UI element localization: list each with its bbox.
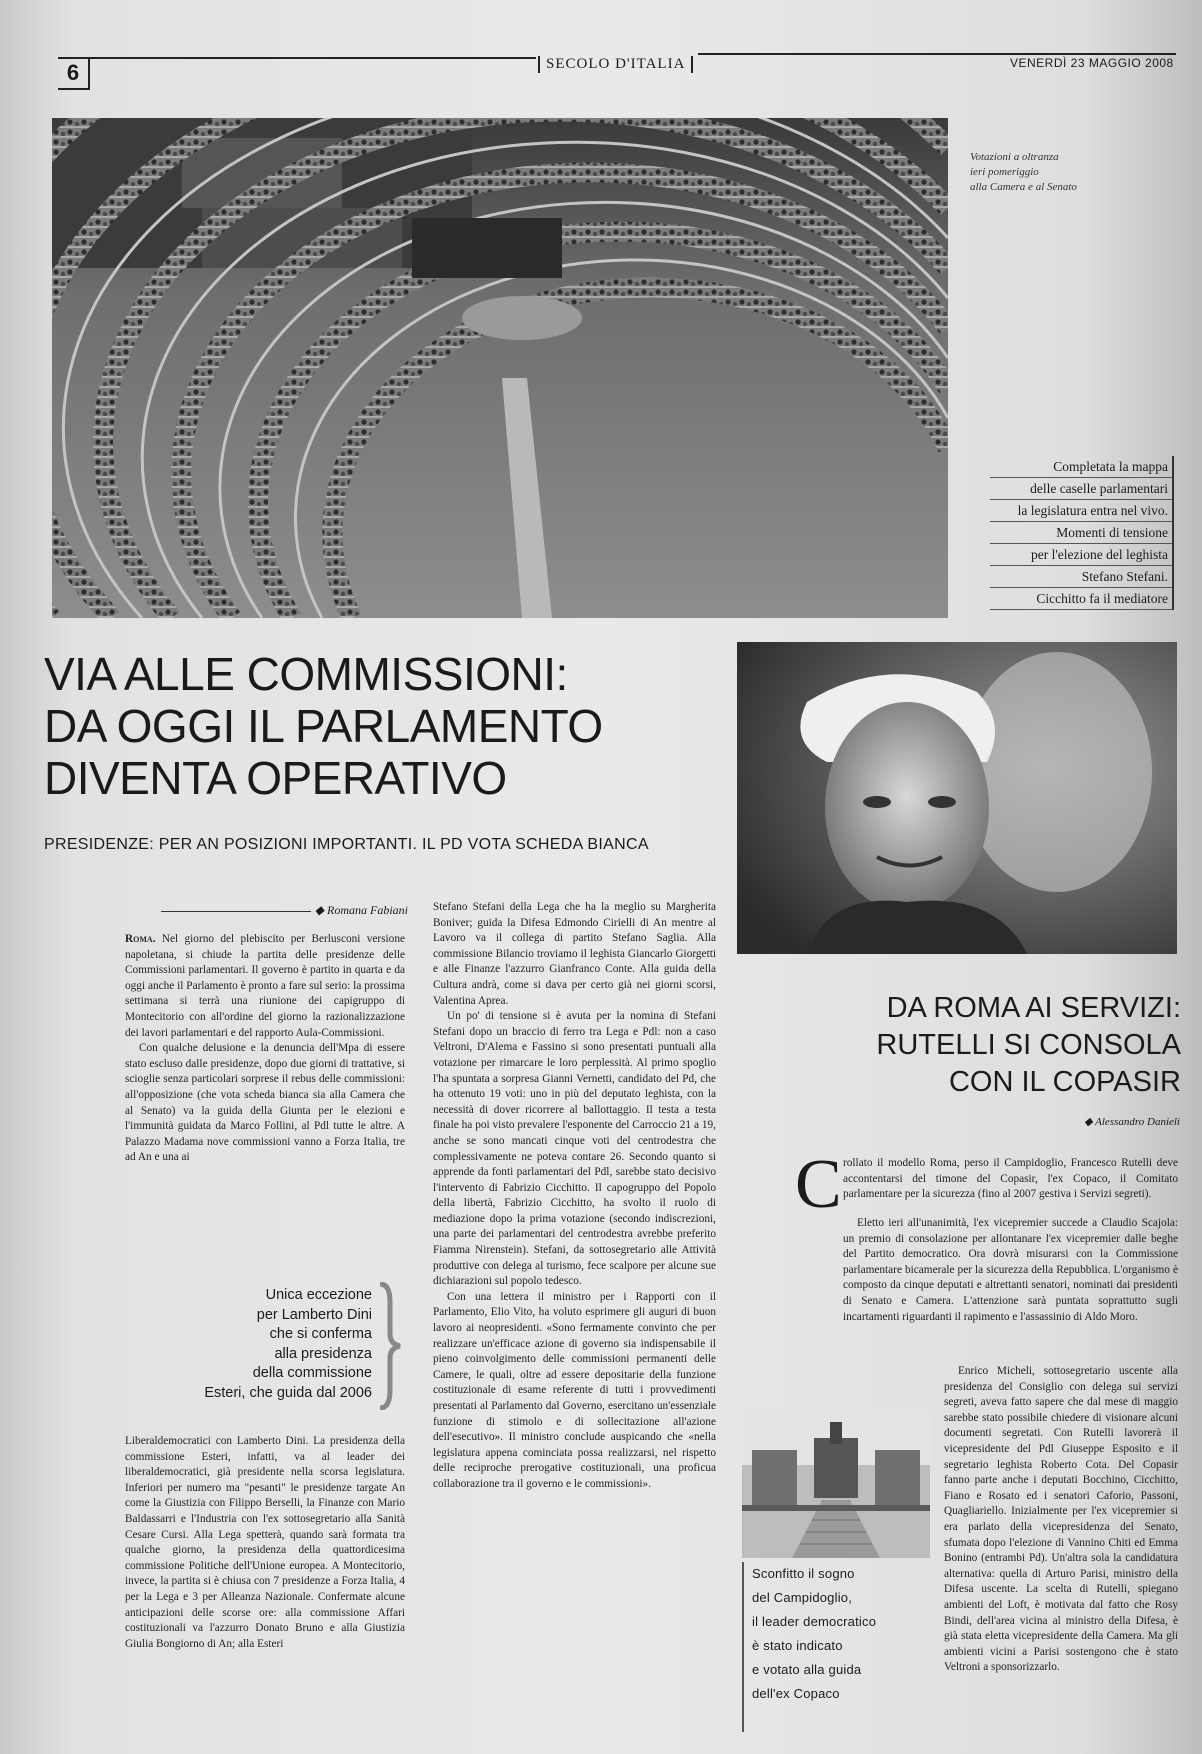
byline-author: Romana Fabiani [327, 903, 408, 917]
caption-line: Votazioni a oltranza [970, 151, 1059, 163]
pull-quote [200, 1286, 372, 1403]
dateline: Roma. [125, 933, 156, 945]
diamond-icon: ◆ [314, 903, 324, 917]
photo-caption [970, 150, 1140, 195]
side-headline [737, 990, 1181, 1101]
paragraph: Stefano Stefani della Lega che ha la meglio su Margherita Boniver; guida la Difesa Edmondo Cirielli di An mentre al Lavoro va il collega di partito Stefano Saglia. Alla commissione Bilancio troviamo il leghista Giancarlo Giorgetti e alle Finanze l'azzurro Gianfranco Conte. Alla guida della Cultura andrà, come si dava per certo già nei giorni scorsi, Valentina Aprea. [433, 901, 716, 1007]
side-article-body-wide [843, 1216, 1178, 1362]
side-article-lead [843, 1156, 1178, 1216]
teaser-line: Completata la mappa [990, 456, 1172, 478]
side-article-body-narrow [944, 1364, 1178, 1736]
main-subhead: PRESIDENZE: PER AN POSIZIONI IMPORTANTI. IL PD VOTA SCHEDA BIANCA [44, 836, 649, 853]
paragraph: Eletto ieri all'unanimità, l'ex vicepremier succede a Claudio Scajola: un premio di consolazione per allontanare l'ex vicepremier dalle beghe del Partito democratico. Ora dovrà misurarsi con la Commissione parlamentare bicamerale per la sicurezza della Repubblica. L'organismo è composto da cinque deputati e altrettanti senatori, nominati dai presidenti di Senato e Camera. L'attenzione sarà puntata soprattutto sugli incartamenti riguardanti il rapimento e l'assassinio di Aldo Moro. [843, 1217, 1178, 1323]
teaser-box [990, 456, 1174, 610]
caption-line: il leader democratico [752, 1614, 877, 1629]
headline-line: RUTELLI SI CONSOLA [876, 1029, 1181, 1061]
paragraph: Liberaldemocratici con Lamberto Dini. La presidenza della commissione Esteri, infatti, va al leader dei liberaldemocratici, già presidente nella scorsa legislatura. Inferiori per numero ma "pesanti" le presidenze targate An come la Giustizia con Filippo Berselli, la Finanze con Mario Baldassarri e l'Industria con l'ex sottosegretario alla Sanità Cesare Cursi. Alla Lega spetterà, quando sarà formata tra qualche giorno, la presidenza della quattordicesima commissione Politiche dell'Unione europea. A Montecitorio, invece, la partita si è chiusa con 7 presidenze a Forza Italia, 4 per la Lega e 3 per Alleanza Nazionale. Confermate alcune anticipazioni delle scorse ore: alla commissione Affari costituzionali va l'azzurro Donato Bruno e alla Giustizia Giulia Bongiorno di An; alla Esteri [125, 1435, 405, 1650]
byline-author: Alessandro Danieli [1095, 1116, 1180, 1128]
parliament-photo [52, 118, 948, 618]
paragraph: Un po' di tensione si è avuta per la nomina di Stefani Stefani dopo un braccio di ferro tra Lega e Pdl: non a caso Veltroni, D'Alema e Fassino si sono presentati puntuali alla votazione per rimarcare le loro perplessità. Al primo spoglio l'ha spuntata a sorpresa Gianni Vernetti, candidato del Pd, che ha ottenuto 19 voti: uno in più del deputato leghista, con la necessità di dover ricorrere al ballottaggio. Il testa a testa finale ha poi visto prevalere l'esponente del Carroccio 21 a 19, anche se sono mancati cinque voti del centrodestra che complessivamente ne poteva contare 26. Secondo quanto si apprende da fonti parlamentari del Pdl, sarebbe stato decisivo l'intervento di Fabrizio Cicchitto. Il capogruppo del Popolo della libertà, Fabrizio Cicchitto, ha svolto il ruolo di mediazione dopo la prima votazione (secondo indiscrezioni, una parte dei parlamentari del centrodestra avrebbe preferito Fiamma Nirenstein). Stefani, da sottosegretario alle Attività produttive con delega al turismo, fece scalpore per alcune sue dichiarazioni sul popolo tedesco. [433, 1010, 716, 1288]
main-headline [44, 648, 744, 804]
caption-line: del Campidoglio, [752, 1590, 853, 1605]
headline-line: DIVENTA OPERATIVO [44, 752, 507, 804]
header-rule-left [58, 57, 536, 59]
paragraph: rollato il modello Roma, perso il Campidoglio, Francesco Rutelli deve accontentarsi del timone del Copasir, l'ex Copaco, il Comitato parlamentare per la sicurezza (fino al 2007 gestiva i Servizi segreti). [843, 1157, 1178, 1201]
paragraph: Enrico Micheli, sottosegretario uscente alla presidenza del Consiglio con delega sui servizi segreti, aveva fatto sapere che dal mese di maggio sarebbe stato possibile chiedere di visionare alcuni documenti segretati. Con Rutelli lavorerà il vicepresidente del Pdl Giuseppe Esposito e il segretario leghista Roberto Cota. Del Copasir fanno parte anche i deputati Bocchino, Cicchitto, Fiano e Rosato ed i senatori Caforio, Passoni, Quagliariello. Inizialmente per l'ex vicepremier si era parlato della vicepresidenza del Senato, sfumata dopo l'elezione di Vannino Chiti ed Emma Bonino (entrambi Pd). Un'altra sola la candidatura alternativa: quella di Arturo Parisi, ministro della Difesa uscente. La scelta di Rutelli, spiegano ambienti del Loft, è motivata dal fatto che Rosy Bindi, dell'area vicina al ministro della Difesa, è già stata eletta vicepresidente della Camera. Ma gli ambienti vicini a Parisi sostengono che è stato Veltroni a sponsorizzarlo. [944, 1365, 1178, 1674]
paragraph: Con qualche delusione e la denuncia dell'Mpa di essere stato escluso dalle presidenze, dopo due giorni di trattative, si scioglie senza particolari sorprese il rebus delle commissioni: all'opposizione (che vota scheda bianca sia alla Camera che al Senato) va la guida della Giunta per le elezioni e l'immunità guidata da Marco Follini, al Pdl tutte le altre. A Palazzo Madama nove commissioni vanno a Forza Italia, tre ad An e una ai [125, 1042, 405, 1164]
pull-quote-line: per Lamberto Dini [256, 1306, 372, 1323]
pull-quote-line: Esteri, che guida dal 2006 [204, 1384, 372, 1401]
headline-line: CON IL COPASIR [948, 1066, 1181, 1098]
pull-quote-line: che si conferma [269, 1326, 372, 1342]
headline-line: VIA ALLE COMMISSIONI: [44, 648, 568, 700]
caption-line: Sconfitto il sogno [752, 1566, 855, 1581]
brace-icon [376, 1282, 406, 1410]
teaser-line: la legislatura entra nel vivo. [990, 500, 1172, 522]
masthead: SECOLO D'ITALIA [538, 56, 693, 73]
headline-line: DA OGGI IL PARLAMENTO [44, 700, 603, 752]
article-column-1-top [125, 932, 405, 1254]
pull-quote-line: alla presidenza [274, 1345, 372, 1362]
teaser-line: delle caselle parlamentari [990, 478, 1172, 500]
paragraph: Con una lettera il ministro per i Rapporti con il Parlamento, Elio Vito, ha voluto esprimere gli auguri di buon lavoro ai neopresidenti. «Sono fermamente convinto che per realizzare un'efficace azione di governo sia indispensabile il pieno coinvolgimento delle commissioni permanenti delle Camere, le quali, oltre ad essere depositarie della funzione costituzionale di esame referente di tutti i provvedimenti presentati al Parlamento dal Governo, esercitano un'essenziale funzione di stimolo e di sollecitazione all'azione dell'esecutivo». Il ministro conclude auspicando che «nella legislatura appena cominciata possa realizzarsi, nel rispetto delle reciproche prerogative costituzionali, una proficua collaborazione tra il governo e le commissioni». [433, 1290, 716, 1490]
caption-line: alla Camera e al Senato [970, 181, 1077, 193]
campidoglio-caption [742, 1562, 938, 1732]
caption-line: e votato alla guida [752, 1662, 862, 1677]
header-rule-right [698, 53, 1176, 55]
rutelli-photo [737, 642, 1177, 954]
side-byline [960, 1115, 1180, 1128]
issue-date: VENERDÌ 23 MAGGIO 2008 [1010, 56, 1174, 70]
teaser-line: per l'elezione del leghista [990, 544, 1172, 566]
teaser-line: Stefano Stefani. [990, 566, 1172, 588]
byline-rule [161, 911, 311, 912]
paragraph: Roma. Nel giorno del plebiscito per Berlusconi versione napoletana, si chiude la partita delle presidenze delle Commissioni parlamentari. Il governo è partito in quarta e da oggi anche il Parlamento è pronto a fare sul serio: la prossima settimana si terrà una riunione dei capigruppo di Montecitorio con all'ordine del giorno la razionalizzazione dei lavori parlamentari e del rapporto Aula-Commissioni. [125, 933, 405, 1039]
article-column-2 [433, 900, 716, 1734]
pull-quote-line: della commissione [252, 1365, 372, 1381]
campidoglio-photo [742, 1410, 930, 1558]
caption-line: dell'ex Copaco [752, 1686, 840, 1701]
caption-line: è stato indicato [752, 1638, 843, 1653]
teaser-line: Cicchitto fa il mediatore [990, 588, 1172, 610]
article-column-1-bottom [125, 1434, 405, 1734]
teaser-line: Momenti di tensione [990, 522, 1172, 544]
diamond-icon: ◆ [1084, 1116, 1093, 1128]
main-byline [128, 903, 408, 918]
headline-line: DA ROMA AI SERVIZI: [886, 992, 1181, 1024]
pull-quote-line: Unica eccezione [265, 1287, 372, 1303]
drop-cap: C [795, 1146, 842, 1223]
caption-line: ieri pomeriggio [970, 166, 1039, 178]
page-number: 6 [58, 58, 90, 90]
